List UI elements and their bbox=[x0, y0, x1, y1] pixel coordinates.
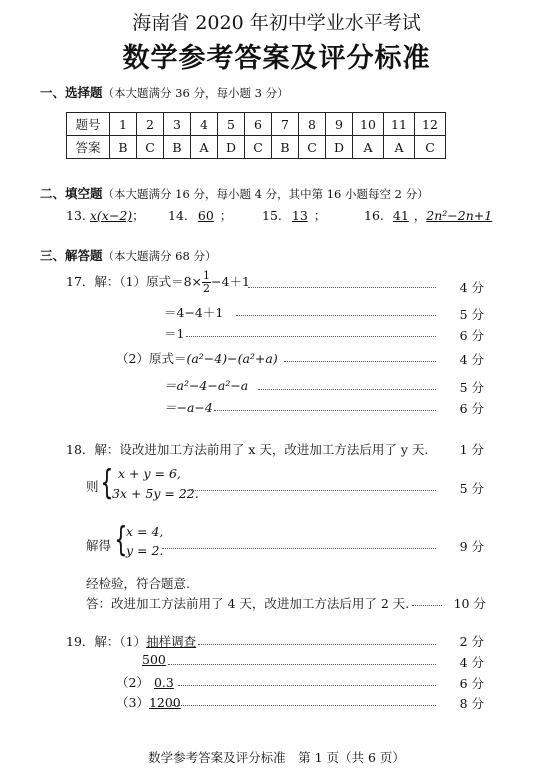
table-cell: B bbox=[164, 136, 191, 159]
q18-jiede: 解得 bbox=[86, 538, 112, 553]
leader-dots bbox=[236, 315, 436, 316]
page-footer: 数学参考答案及评分标准 第 1 页（共 6 页） bbox=[148, 750, 405, 765]
table-cell: 2 bbox=[137, 113, 164, 136]
q15-number: 15. bbox=[262, 208, 282, 223]
score: 4 分 bbox=[459, 655, 484, 670]
score: 6 分 bbox=[459, 676, 484, 691]
fraction-denominator: 2 bbox=[203, 282, 211, 295]
score: 6 分 bbox=[459, 328, 484, 343]
score: 1 分 bbox=[459, 442, 484, 457]
table-cell: C bbox=[137, 136, 164, 159]
q18-solution-1 bbox=[126, 524, 163, 539]
table-cell: 4 bbox=[191, 113, 218, 136]
table-row-answers bbox=[67, 136, 446, 159]
table-cell: 1 bbox=[110, 113, 137, 136]
q14 bbox=[168, 206, 232, 224]
table-cell: B bbox=[272, 136, 299, 159]
leader-dots bbox=[248, 287, 436, 288]
score: 8 分 bbox=[459, 696, 484, 711]
table-cell: 11 bbox=[384, 113, 415, 136]
equation-text: 3x + 5y = 22. bbox=[112, 486, 199, 501]
q17-line-6-expression: ＝−a−4 bbox=[164, 400, 213, 415]
q17-line-5-expression: ＝a²−4−a²−a bbox=[164, 378, 249, 393]
table-cell: 8 bbox=[299, 113, 326, 136]
q17-line-4 bbox=[116, 349, 278, 367]
section2-note: （本大题满分 16 分，每小题 4 分，其中第 16 小题每空 2 分） bbox=[102, 187, 429, 201]
leader-dots bbox=[198, 644, 436, 645]
score: 5 分 bbox=[459, 380, 484, 395]
score: 9 分 bbox=[459, 539, 484, 554]
left-brace-icon: { bbox=[114, 520, 128, 560]
table-cell: C bbox=[245, 136, 272, 159]
solution-text: y = 2. bbox=[126, 543, 164, 558]
table-cell: 9 bbox=[326, 113, 353, 136]
q18-solution-2 bbox=[126, 543, 163, 558]
leader-dots bbox=[258, 389, 436, 390]
q14-answer: 60 bbox=[197, 208, 214, 223]
q17-line-2: ＝4−4＋1 bbox=[164, 305, 224, 320]
table-cell: 7 bbox=[272, 113, 299, 136]
score: 6 分 bbox=[459, 401, 484, 416]
q14-number: 14. bbox=[168, 208, 188, 223]
leader-dots bbox=[412, 605, 442, 606]
left-brace-icon: { bbox=[100, 463, 114, 503]
q19-answer-4: 1200 bbox=[148, 695, 181, 710]
leader-dots bbox=[214, 410, 436, 411]
section1-heading bbox=[40, 83, 289, 101]
fraction-numerator: 1 bbox=[203, 269, 211, 282]
section2-title: 二、填空题 bbox=[40, 186, 103, 201]
q17-part2-label: （2）原式＝ bbox=[116, 351, 187, 366]
q18-line-1: 18．解：设改进加工方法前用了 x 天，改进加工方法后用了 y 天. bbox=[66, 442, 429, 457]
leader-dots bbox=[178, 685, 436, 686]
section3-note: （本大题满分 68 分） bbox=[102, 249, 217, 263]
q18-check: 经检验，符合题意. bbox=[86, 576, 190, 591]
score: 5 分 bbox=[459, 307, 484, 322]
q19-line-2 bbox=[142, 652, 166, 667]
equation-text: x + y = 6, bbox=[118, 466, 181, 481]
q16-separator: ， bbox=[413, 208, 427, 223]
table-cell: 12 bbox=[415, 113, 446, 136]
q13-number: 13. bbox=[66, 208, 86, 223]
table-cell: C bbox=[415, 136, 446, 159]
q17-line-5 bbox=[164, 376, 248, 394]
table-cell: 3 bbox=[164, 113, 191, 136]
leader-dots bbox=[284, 361, 436, 362]
q16-answer-1: 41 bbox=[392, 208, 409, 223]
section3-title: 三、解答题 bbox=[40, 248, 103, 263]
table-cell: 6 bbox=[245, 113, 272, 136]
q17-label: 17．解：（1）原式＝8× bbox=[66, 274, 203, 289]
q15-answer: 13 bbox=[291, 208, 308, 223]
q19-line-4 bbox=[116, 693, 181, 711]
q16 bbox=[364, 206, 492, 224]
q16-answer-2: 2n²−2n+1 bbox=[426, 208, 493, 223]
q16-number: 16. bbox=[364, 208, 384, 223]
leader-dots bbox=[184, 490, 436, 491]
score: 4 分 bbox=[459, 352, 484, 367]
q19-line-3 bbox=[116, 673, 179, 691]
score: 10 分 bbox=[453, 596, 486, 611]
section1-note: （本大题满分 36 分，每小题 3 分） bbox=[102, 86, 289, 100]
q19-answer-3: 0.3 bbox=[153, 675, 174, 690]
q17-line-1 bbox=[66, 270, 250, 295]
q13-end: ； bbox=[132, 208, 145, 223]
q19-answer-1: 抽样调查 bbox=[146, 634, 197, 649]
q17-part2-expression: (a²−4)−(a²+a) bbox=[186, 351, 278, 366]
q19-line-1 bbox=[66, 632, 196, 650]
table-header-cell: 答案 bbox=[67, 136, 110, 159]
table-cell: 10 bbox=[353, 113, 384, 136]
section3-heading bbox=[40, 246, 216, 264]
q18-equation-2 bbox=[112, 486, 199, 501]
document-subtitle: 数学参考答案及评分标准 bbox=[122, 43, 431, 74]
table-cell: A bbox=[191, 136, 218, 159]
document-title: 海南省 2020 年初中学业水平考试 bbox=[132, 12, 421, 34]
q15 bbox=[262, 206, 326, 224]
q14-end: ； bbox=[219, 208, 233, 223]
table-cell: C bbox=[299, 136, 326, 159]
q17-line-6 bbox=[164, 398, 213, 416]
leader-dots bbox=[172, 705, 436, 706]
q13 bbox=[66, 206, 145, 224]
q19-label-2: （2） bbox=[116, 675, 149, 690]
section2-heading bbox=[40, 184, 429, 202]
q13-answer: x(x−2) bbox=[89, 208, 133, 223]
leader-dots bbox=[162, 548, 436, 549]
section1-title: 一、选择题 bbox=[40, 85, 103, 100]
answer-table bbox=[66, 112, 446, 159]
q19-label: 19．解：（1） bbox=[66, 634, 147, 649]
q17-fraction bbox=[202, 270, 211, 295]
q15-end: ； bbox=[313, 208, 327, 223]
table-cell: D bbox=[326, 136, 353, 159]
q17-line-1-rest: −4＋1 bbox=[211, 274, 250, 289]
solution-text: x = 4, bbox=[126, 524, 164, 539]
table-cell: B bbox=[110, 136, 137, 159]
table-header-cell: 题号 bbox=[67, 113, 110, 136]
table-cell: 5 bbox=[218, 113, 245, 136]
table-row-numbers bbox=[67, 113, 446, 136]
q18-ze: 则 bbox=[86, 479, 99, 494]
score: 2 分 bbox=[459, 634, 484, 649]
q17-line-3: ＝1 bbox=[164, 326, 185, 341]
q19-answer-2: 500 bbox=[142, 652, 166, 667]
table-cell: D bbox=[218, 136, 245, 159]
q19-label-3: （3） bbox=[116, 695, 149, 710]
q18-answer: 答：改进加工方法前用了 4 天，改进加工方法后用了 2 天. bbox=[86, 596, 410, 611]
leader-dots bbox=[186, 336, 436, 337]
leader-dots bbox=[168, 664, 436, 665]
table-cell: A bbox=[384, 136, 415, 159]
q18-equation-1 bbox=[118, 466, 181, 481]
score: 5 分 bbox=[459, 481, 484, 496]
table-cell: A bbox=[353, 136, 384, 159]
score: 4 分 bbox=[459, 280, 484, 295]
